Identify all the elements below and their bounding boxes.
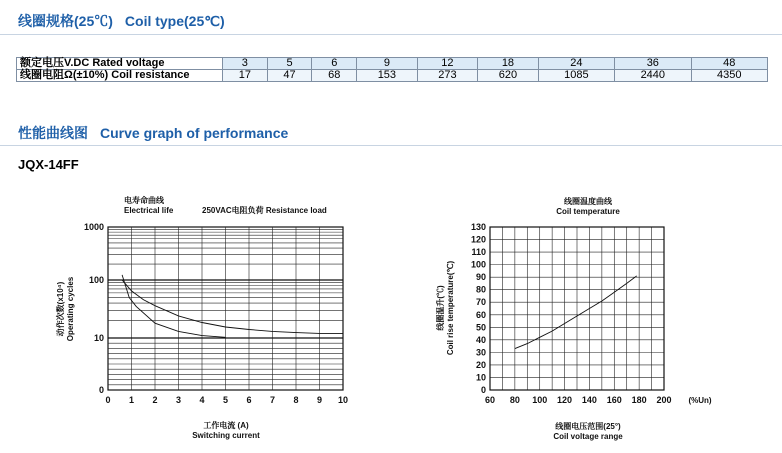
series-line [515, 276, 637, 349]
x-tick-label: 1 [128, 395, 135, 405]
x-tick-label: 120 [557, 395, 573, 405]
x-tick-label: 7 [269, 395, 276, 405]
chart-title-en: Coil temperature [556, 207, 620, 216]
x-tick-label: 3 [175, 395, 182, 405]
x-tick-label: 180 [631, 395, 647, 405]
y-tick-label: 130 [470, 222, 486, 232]
table-cell: 24 [538, 58, 614, 70]
table-cell: 273 [417, 70, 478, 82]
x-axis-label-en: Switching current [192, 431, 260, 440]
row-header: 线圈电阻Ω(±10%) Coil resistance [17, 70, 223, 82]
table-cell: 5 [267, 58, 312, 70]
y-axis-label-cn: 动作次数(x10⁴) [56, 281, 65, 337]
y-tick-label: 20 [475, 359, 486, 370]
row-header: 额定电压V.DC Rated voltage [17, 58, 223, 70]
table-cell: 4350 [691, 70, 767, 82]
y-tick-label: 10 [475, 372, 486, 383]
y-tick-label: 10 [93, 333, 104, 343]
y-tick-label: 40 [475, 334, 486, 345]
model-number: JQX-14FF [18, 157, 79, 172]
y-tick-label: 80 [475, 284, 486, 295]
y-tick-label: 100 [88, 275, 104, 285]
x-axis-label-cn: 线圈电压范围(25°) [555, 422, 621, 431]
table-cell: 9 [357, 58, 418, 70]
y-axis-label-cn: 线圈温升(℃) [436, 285, 445, 331]
chart-title-cn: 线圈温度曲线 [564, 197, 612, 206]
table-cell: 12 [417, 58, 478, 70]
x-axis-label-cn: 工作电流 (A) [203, 421, 249, 430]
x-tick-label: 5 [222, 395, 229, 405]
x-tick-label: 60 [484, 395, 496, 405]
x-tick-label: 9 [316, 395, 323, 405]
coil-type-title-cn: 线圈规格(25℃) [18, 13, 113, 29]
y-tick-label: 120 [470, 234, 486, 245]
x-tick-label: 160 [606, 395, 622, 405]
x-tick-label: 10 [337, 395, 349, 405]
chart-title-en: Electrical life [124, 206, 174, 215]
table-cell: 6 [312, 58, 357, 70]
y-tick-label: 50 [475, 322, 486, 333]
y-tick-label: 1000 [83, 222, 104, 232]
table-cell: 620 [478, 70, 539, 82]
y-tick-label: 0 [480, 385, 486, 395]
chart-annotation: 250VAC电阻负荷 Resistance load [202, 206, 327, 215]
coil-type-title-en: Coil type(25℃) [124, 13, 225, 29]
curve-graph-title-en: Curve graph of performance [100, 125, 289, 141]
table-cell: 3 [223, 58, 268, 70]
x-tick-label: 200 [656, 395, 672, 405]
y-tick-label: 90 [475, 272, 486, 283]
x-tick-label: 2 [152, 395, 158, 405]
x-tick-label: 0 [105, 395, 111, 405]
x-tick-label: 100 [532, 395, 548, 405]
x-tick-label: 4 [199, 395, 205, 405]
y-tick-label: 30 [475, 347, 486, 358]
series-line [122, 275, 225, 337]
chart-title-cn: 电寿命曲线 [124, 196, 164, 205]
y-tick-label: 0 [98, 385, 104, 395]
y-tick-label: 100 [470, 259, 486, 270]
y-tick-label: 60 [475, 309, 486, 320]
table-cell: 68 [312, 70, 357, 82]
x-tick-label: 140 [581, 395, 597, 405]
curve-graph-title-cn: 性能曲线图 [18, 125, 88, 141]
x-tick-label: 6 [246, 395, 252, 405]
x-axis-unit: (%Un) [688, 396, 712, 405]
table-cell: 48 [691, 58, 767, 70]
y-axis-label-en: Coil rise temperature(℃) [446, 260, 455, 356]
y-tick-label: 110 [471, 247, 486, 258]
x-tick-label: 8 [293, 395, 299, 405]
table-cell: 2440 [615, 70, 691, 82]
x-tick-label: 80 [509, 395, 520, 405]
table-cell: 1085 [538, 70, 614, 82]
table-cell: 17 [223, 70, 268, 82]
y-axis-label-en: Operating cycles [66, 276, 75, 342]
table-cell: 47 [267, 70, 312, 82]
table-cell: 18 [478, 58, 539, 70]
table-cell: 153 [357, 70, 418, 82]
table-cell: 36 [615, 58, 691, 70]
x-axis-label-en: Coil voltage range [553, 432, 623, 441]
y-tick-label: 70 [475, 297, 486, 308]
